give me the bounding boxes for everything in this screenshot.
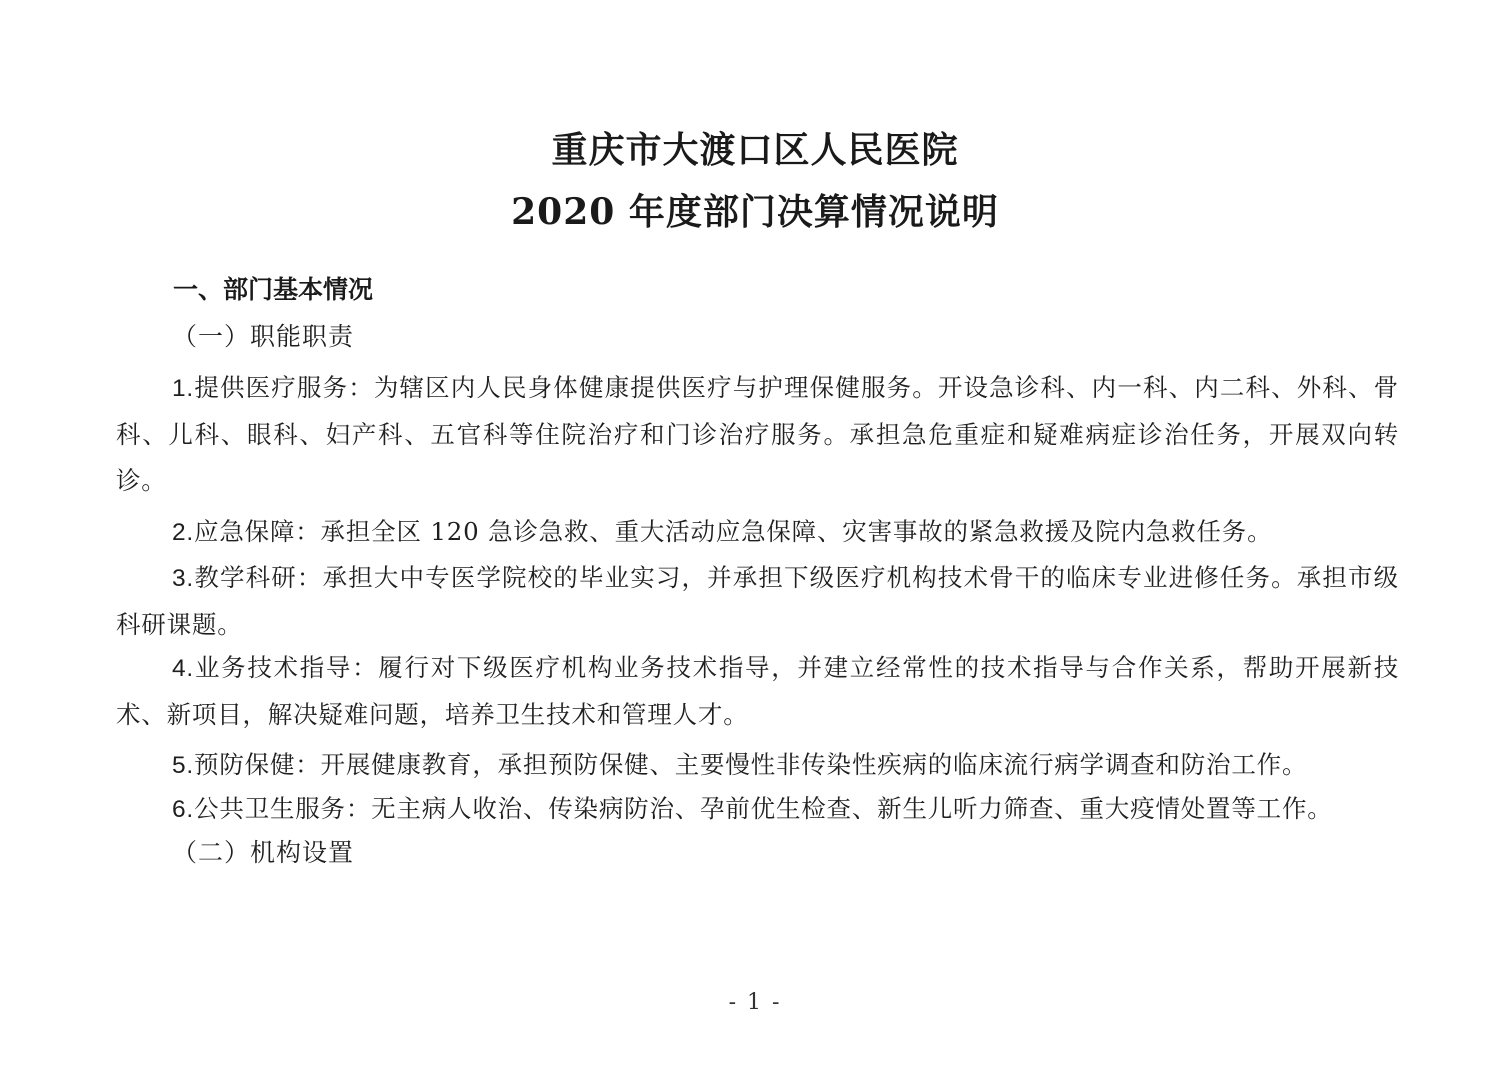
paragraph-preventive-care <box>116 742 1399 789</box>
paragraph-number: 5. <box>172 752 195 779</box>
paragraph-medical-services <box>116 365 1399 504</box>
paragraph-number: 3. <box>172 565 195 592</box>
paragraph-number: 2. <box>172 519 195 546</box>
paragraph-text: 预防保健：开展健康教育，承担预防保健、主要慢性非传染性疾病的临床流行病学调查和防治工作。 <box>194 750 1308 779</box>
page-number: - 1 - <box>728 990 782 1015</box>
subsection-heading-organization: （二）机构设置 <box>172 838 355 867</box>
paragraph-text: 提供医疗服务：为辖区内人民身体健康提供医疗与护理保健服务。开设急诊科、内一科、内二科、外科、骨科、儿科、眼科、妇产科、五官科等住院治疗和门诊治疗服务。承担急危重症和疑难病症诊治任务，开展双向转诊。 <box>116 373 1399 495</box>
section-heading-basic-info: 一、部门基本情况 <box>173 275 374 304</box>
paragraph-number: 4. <box>172 655 195 682</box>
paragraph-technical-guidance <box>116 645 1399 738</box>
paragraph-text: 公共卫生服务：无主病人收治、传染病防治、孕前优生检查、新生儿听力筛查、重大疫情处置等工作。 <box>194 794 1333 823</box>
paragraph-text: 业务技术指导：履行对下级医疗机构业务技术指导，并建立经常性的技术指导与合作关系，帮助开展新技术、新项目，解决疑难问题，培养卫生技术和管理人才。 <box>116 653 1399 729</box>
paragraph-number: 6. <box>172 796 195 823</box>
paragraph-emergency-support <box>116 509 1399 556</box>
document-title-line-2: 2020 年度部门决算情况说明 <box>511 191 999 233</box>
subsection-heading-functions: （一）职能职责 <box>172 322 355 351</box>
paragraph-text: 应急保障：承担全区 120 急诊急救、重大活动应急保障、灾害事故的紧急救援及院内急救任务。 <box>194 517 1273 546</box>
paragraph-public-health <box>116 786 1399 833</box>
paragraph-number: 1. <box>172 375 195 402</box>
document-title-line-1: 重庆市大渡口区人民医院 <box>551 129 959 171</box>
paragraph-teaching-research <box>116 555 1399 648</box>
paragraph-text: 教学科研：承担大中专医学院校的毕业实习，并承担下级医疗机构技术骨干的临床专业进修任务。承担市级科研课题。 <box>116 563 1399 639</box>
